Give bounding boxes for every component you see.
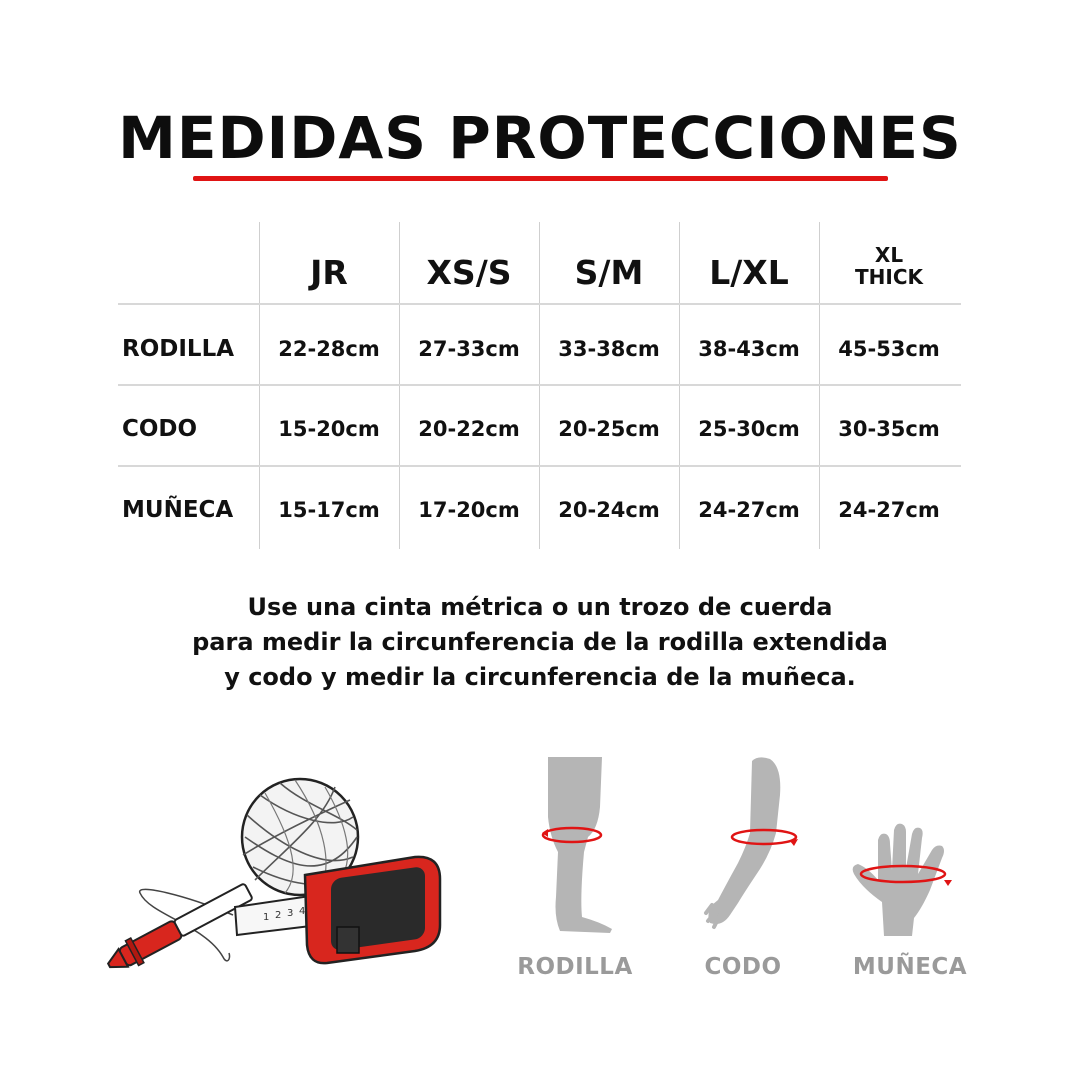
body-label-rodilla: RODILLA [517, 954, 633, 980]
column-header-xs-s: XS/S [426, 252, 512, 292]
table-cell: 20-25cm [558, 416, 660, 441]
body-label-codo: CODO [704, 954, 782, 980]
table-cell: 33-38cm [558, 336, 660, 361]
table-cell: 24-27cm [838, 497, 940, 522]
table-cell: 45-53cm [838, 336, 940, 361]
tape-tick-label: 1 [263, 912, 270, 923]
row-label-codo: CODO [122, 415, 198, 442]
table-cell: 15-17cm [278, 497, 380, 522]
column-header-line: THICK [855, 265, 923, 289]
title-underline [193, 176, 888, 181]
body-label-muneca: MUÑECA [852, 954, 968, 980]
page-title: MEDIDAS PROTECCIONES [118, 104, 962, 172]
table-cell: 27-33cm [418, 336, 520, 361]
table-cell: 38-43cm [698, 336, 800, 361]
table-cell: 17-20cm [418, 497, 520, 522]
column-header-line: XL [874, 243, 904, 267]
row-label-muneca: MUÑECA [122, 496, 234, 523]
column-header-s-m: S/M [574, 252, 644, 292]
table-cell: 15-20cm [278, 416, 380, 441]
instruction-line: Use una cinta métrica o un trozo de cuerda [247, 593, 833, 621]
tape-tick-label: 4 [299, 906, 306, 917]
column-header-l-xl: L/XL [709, 252, 789, 292]
table-cell: 20-22cm [418, 416, 520, 441]
column-header-jr: JR [310, 252, 348, 292]
marker-icon [102, 879, 255, 975]
row-label-rodilla: RODILLA [122, 335, 235, 362]
arm-icon [700, 755, 805, 935]
instruction-line: para medir la circunferencia de la rodilla extendida [192, 628, 888, 656]
leg-icon [530, 757, 620, 937]
table-cell: 25-30cm [698, 416, 800, 441]
table-cell: 24-27cm [698, 497, 800, 522]
table-cell: 30-35cm [838, 416, 940, 441]
column-header-xl-thick [819, 244, 959, 288]
hand-icon [848, 818, 963, 938]
tape-tick-label: 3 [287, 908, 294, 919]
tape-tick-label: 2 [275, 910, 282, 921]
table-cell: 22-28cm [278, 336, 380, 361]
measurement-instructions [90, 590, 990, 695]
table-cell: 20-24cm [558, 497, 660, 522]
instruction-line: y codo y medir la circunferencia de la muñeca. [224, 663, 856, 691]
measuring-tools-illustration [95, 775, 455, 975]
size-table [118, 222, 961, 549]
